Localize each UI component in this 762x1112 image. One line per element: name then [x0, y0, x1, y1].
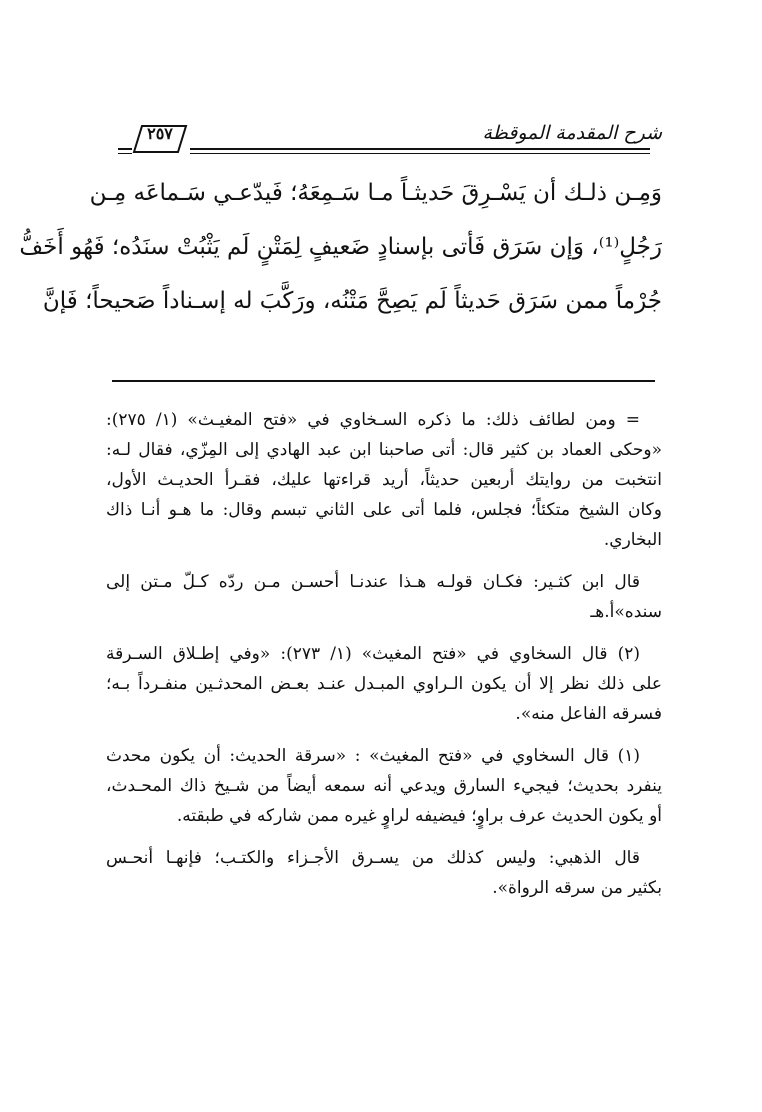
footnote-line: فسرقه الفاعل منه». [515, 704, 662, 724]
footnote-line: على ذلك نظر إلا أن يكون الـراوي المبـدل عنـد بعـض المحدثـين منفـرداً بـه؛ [106, 674, 662, 694]
page-number: ٢٥٧ [147, 124, 173, 143]
main-text-line: وَمِـن ذلـك أن يَسْـرِقَ حَديثـاً مـا سَـمِعَهُ؛ فَيدّعـي سَـماعَه مِـن [89, 180, 662, 206]
footnote-line: قال الذهبي: وليس كذلك من يسـرق الأجـزاء والكتـب؛ فإنهـا أنحـس [106, 848, 640, 868]
footnote-line: انتخبت من روايتك أربعين حديثاً، أريد قراءتها عليك، فقـرأ الحديـث الأول، [106, 470, 662, 490]
footnotes [106, 405, 662, 915]
footnote-line: = ومن لطائف ذلك: ما ذكره السـخاوي في «فتح المغيـث» (١/ ٢٧٥): [106, 410, 640, 430]
footnote-line: سنده»أ.هـ [590, 602, 662, 622]
footnote-quote-dhahabi [106, 843, 662, 903]
page-number-badge [132, 122, 190, 156]
footnote-line: (٢) قال السخاوي في «فتح المغيث» (١/ ٢٧٣): «وفي إطـلاق السـرقة [106, 644, 640, 664]
main-text-line: جُرْماً ممن سَرَق حَديثاً لَم يَصِحَّ مَتْنُه، ورَكَّبَ له إسـناداً صَحيحاً؛ فَإنَّ [42, 288, 662, 314]
footnote-line: (١) قال السخاوي في «فتح المغيث» : «سرقة الحديث: أن يكون محدث [106, 746, 640, 766]
main-text-line: رَجُلٍ⁽¹⁾، وَإن سَرَق فَأتى بإسنادٍ ضَعيفٍ لِمَتْنٍ لَم يَثْبُتْ سنَدُه؛ فَهُو أَخَفُّ [19, 234, 662, 260]
footnote-line: وكان الشيخ متكئاً؛ فجلس، فلما أتى على الثاني تبسم وقال: ما هـو أنـا ذاك [106, 500, 662, 520]
header-title: شرح المقدمة الموقظة [477, 122, 662, 144]
header-rule-thin [118, 153, 650, 154]
footnote-line: «وحكى العماد بن كثير قال: أتى صاحبنا ابن عبد الهادي إلى المِزّي، فقال لـه: [106, 440, 662, 460]
footnote-separator [112, 380, 655, 382]
main-text [19, 166, 662, 328]
footnote-line: البخاري. [603, 530, 662, 550]
footnote-line: أو يكون الحديث عرف براوٍ؛ فيضيفه لراوٍ غيره ممن شاركه في طبقته. [176, 806, 662, 826]
footnote-line: قال ابن كثـير: فكـان قولـه هـذا عندنـا أحسـن مـن ردّه كـلّ مـتن إلى [106, 572, 640, 592]
header-rule [118, 148, 650, 150]
footnote-line: ينفرد بحديث؛ فيجيء السارق ويدعي أنه سمعه أيضاً من شـيخ ذاك المحـدث، [106, 776, 662, 796]
footnote-1 [106, 741, 662, 831]
running-header [118, 112, 662, 162]
footnote-continuation [106, 405, 662, 555]
footnote-2 [106, 639, 662, 729]
footnote-quote-ibn-kathir [106, 567, 662, 627]
footnote-line: بكثير من سرقه الرواة». [492, 878, 662, 898]
